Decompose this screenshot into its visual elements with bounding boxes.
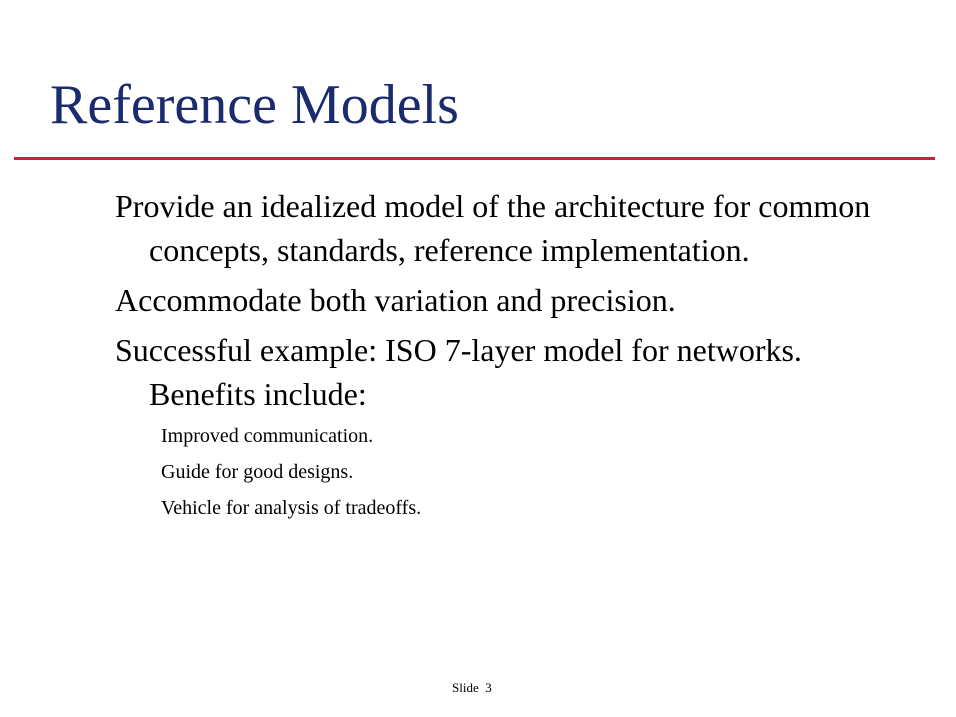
- sub-bullet-item: Guide for good designs.: [161, 461, 354, 483]
- sub-bullet-item: Improved communication.: [161, 425, 374, 447]
- bullet-item: Provide an idealized model of the architecture for common concepts, standards, reference implementation.: [115, 188, 871, 268]
- slide-title: Reference Models: [50, 74, 459, 136]
- title-divider: [14, 157, 935, 160]
- slide-number: Slide 3: [452, 680, 492, 695]
- slide-body: [115, 184, 895, 532]
- bullet-item: Successful example: ISO 7-layer model for networks. Benefits include:: [115, 332, 802, 412]
- sub-bullet-item: Vehicle for analysis of tradeoffs.: [161, 497, 422, 519]
- bullet-item: Accommodate both variation and precision.: [115, 282, 676, 318]
- sub-bullet-list: [115, 424, 895, 521]
